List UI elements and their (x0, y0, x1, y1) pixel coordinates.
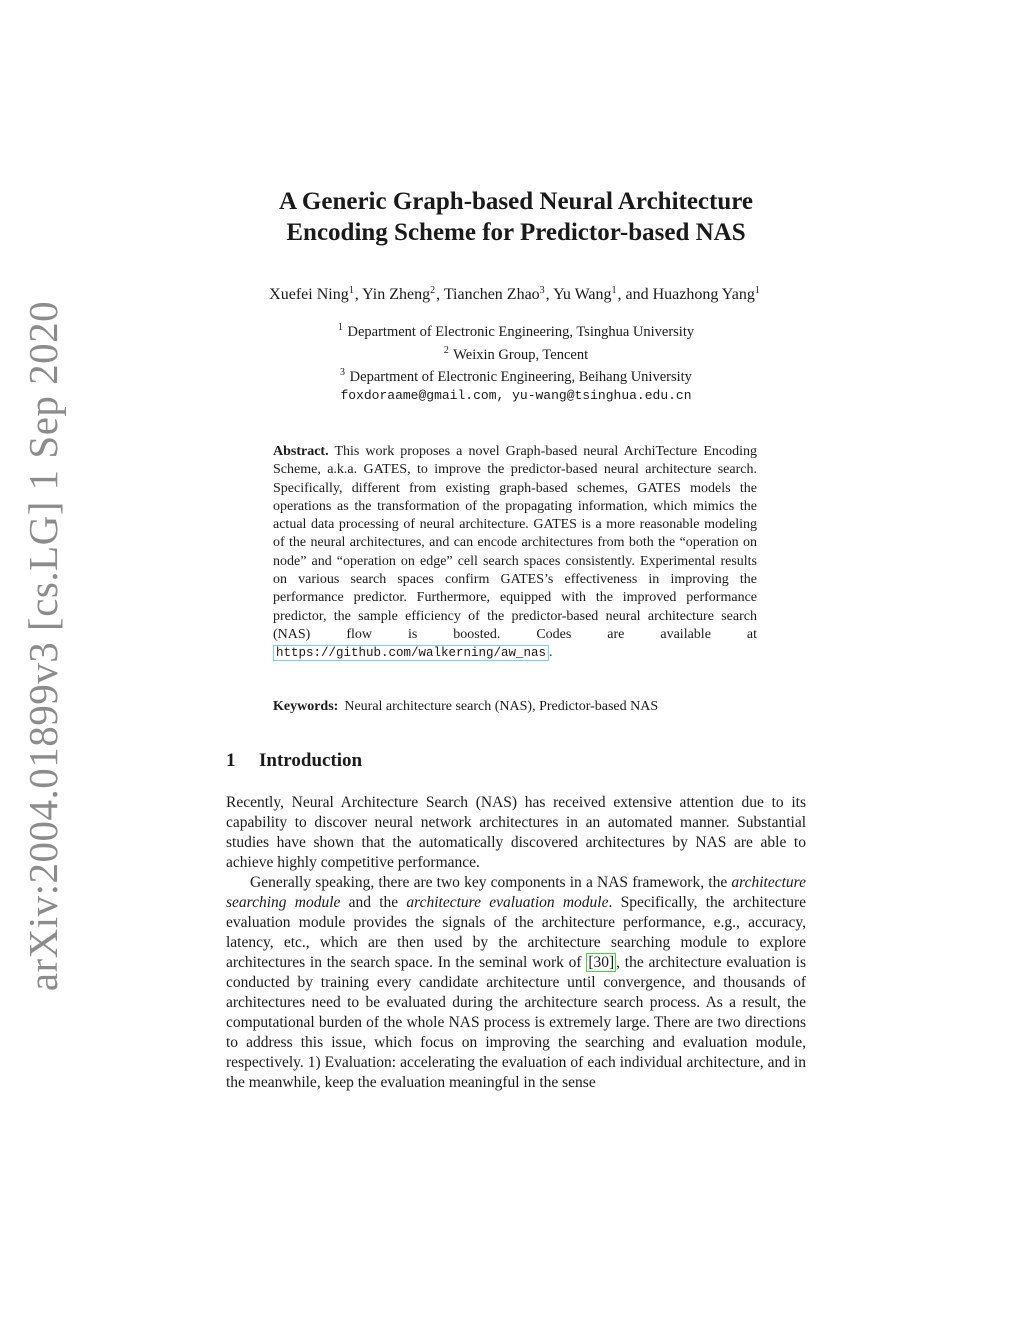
paragraph: Recently, Neural Architecture Search (NAS) has received extensive attention due to its capability to discover neural network architectures in an automated manner. Substantial studies have shown that the automatically discovered architectures by NAS are able to achieve highly competitive performance. (226, 794, 806, 871)
affiliation: $^2$ Weixin Group, Tencent (443, 344, 589, 363)
author: Yu Wang$^1$, and (553, 285, 653, 303)
author: Xuefei Ning$^1$, (269, 285, 363, 303)
title-line-2: Encoding Scheme for Predictor-based NAS (286, 219, 746, 246)
abstract-label: Abstract. (273, 444, 329, 459)
author: Huazhong Yang$^1$ (652, 285, 760, 303)
author: Tianchen Zhao$^3$, (443, 285, 554, 303)
abstract: Abstract. This work proposes a novel Graph-based neural ArchiTecture Encoding Scheme, a.k.a. GATES, to improve the predictor-based neural architecture search. Specifically, different from existing graph-based schemes, GATES models the operations as the transformation of the propagating information, which mimics the actual data processing of neural architecture. GATES is a more reasonable modeling of the neural architectures, and can encode architectures from both the “operation on node” and “operation on edge” cell search spaces consistently. Experimental results on various search spaces confirm GATES’s effectiveness in improving the performance predictor. Furthermore, equipped with the improved performance predictor, the sample efficiency of the predictor-based neural architecture search (NAS) flow is boosted. Codes are available at https://github.com/walkerning/aw_nas . (273, 444, 757, 661)
introduction-body (226, 793, 806, 1093)
section-title: Introduction (259, 750, 363, 771)
section-number: 1 (226, 750, 236, 771)
citation-link[interactable]: [30] (588, 954, 615, 971)
keywords-text: Neural architecture search (NAS), Predictor-based NAS (344, 699, 659, 714)
paper-title (226, 186, 806, 248)
abstract-text: This work proposes a novel Graph-based neural ArchiTecture Encoding Scheme, a.k.a. GATES, to improve the predictor-based neural architecture search. Specifically, different from existing graph-based schemes, GATES models the operations as the transformation of the propagating information, which mimics the actual data processing of neural architecture. GATES is a more reasonable modeling of the neural architectures, and can encode architectures from both the “operation on node” and “operation on edge” cell search spaces consistently. Experimental results on various search spaces confirm GATES’s effectiveness in improving the performance predictor. Furthermore, equipped with the improved performance predictor, the sample efficiency of the predictor-based neural architecture search (NAS) flow is boosted. Codes are available at (273, 444, 757, 642)
author-emails: foxdoraame@gmail.com, yu-wang@tsinghua.edu.cn (340, 387, 692, 403)
affiliation: $^3$ Department of Electronic Engineering, Beihang University (340, 367, 692, 385)
section-heading-introduction (226, 750, 362, 772)
arxiv-identifier: arXiv:2004.01899v3 [cs.LG] 1 Sep 2020 (20, 300, 66, 992)
paragraph: Generally speaking, there are two key components in a NAS framework, the architecture searching module and the architecture evaluation module. Specifically, the architecture evaluation module provides the signals of the architecture performance, e.g., accuracy, latency, etc., which are then used by the architecture searching module to explore architectures in the search space. In the seminal work of [30] , the architecture evaluation is conducted by training every candidate architecture until convergence, and thousands of architectures need to be evaluated during the architecture search process. As a result, the computational burden of the whole NAS process is extremely large. There are two directions to address this issue, which focus on improving the searching and evaluation module, respectively. 1) Evaluation: accelerating the evaluation of each individual architecture, and in the meanwhile, keep the evaluation meaningful in the sense (226, 874, 807, 1091)
affiliation: $^1$ Department of Electronic Engineering, Tsinghua University (337, 322, 695, 340)
author-list (180, 285, 850, 304)
keywords (273, 699, 757, 715)
author: Yin Zheng$^2$, (362, 285, 444, 303)
title-line-1: A Generic Graph-based Neural Architecture (278, 188, 753, 215)
code-link[interactable]: https://github.com/walkerning/aw_nas (273, 645, 549, 661)
arxiv-stamp (0, 0, 80, 1325)
keywords-label: Keywords: (273, 699, 339, 714)
affiliations (226, 319, 806, 405)
